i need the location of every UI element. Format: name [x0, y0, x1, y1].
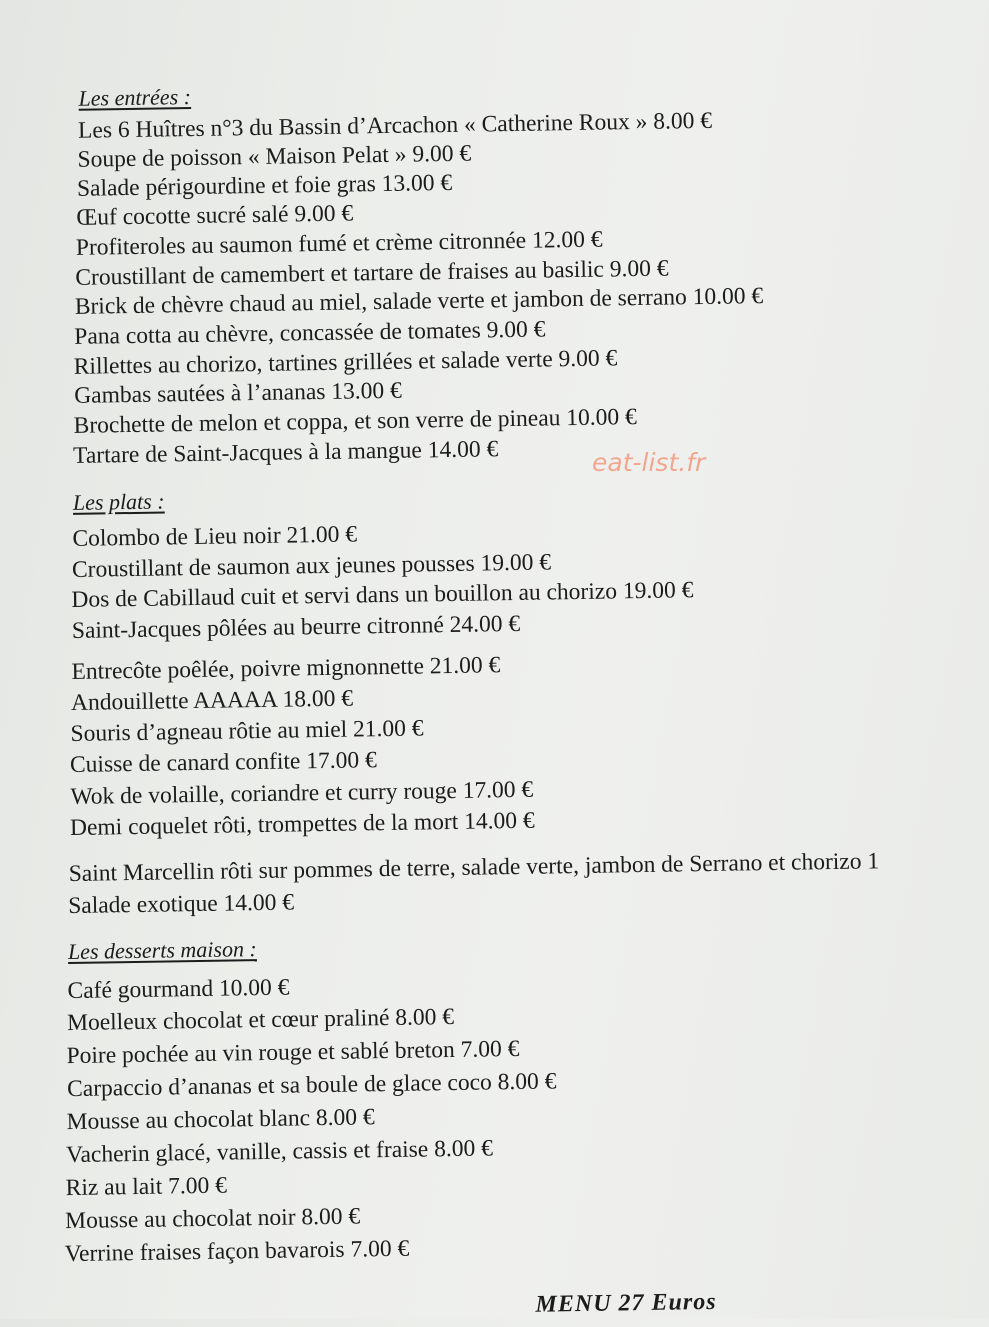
menu-price-heading: MENU 27 Euros	[535, 1288, 717, 1318]
menu-item: Gambas sautées à l’ananas 13.00 €	[74, 377, 402, 409]
menu-item: Café gourmand 10.00 €	[67, 974, 290, 1005]
section-title-desserts: Les desserts maison :	[67, 936, 257, 965]
menu-item: Pana cotta au chèvre, concassée de tomates 9.00 €	[74, 316, 546, 350]
menu-item: Carpaccio d’ananas et sa boule de glace coco 8.00 €	[66, 1068, 557, 1103]
menu-item: Soupe de poisson « Maison Pelat » 9.00 €	[77, 140, 472, 173]
menu-item: Wok de volaille, coriandre et curry rouge 17.00 €	[70, 776, 534, 810]
menu-item: Croustillant de camembert et tartare de fraises au basilic 9.00 €	[75, 255, 669, 291]
watermark: eat-list.fr	[592, 448, 706, 477]
menu-item: Verrine fraises façon bavarois 7.00 €	[64, 1235, 410, 1268]
section-title-entrees: Les entrées :	[78, 84, 192, 111]
menu-item: Souris d’agneau rôtie au miel 21.00 €	[70, 715, 424, 747]
menu-item: Les 6 Huîtres n°3 du Bassin d’Arcachon « Catherine Roux » 8.00 €	[77, 107, 713, 144]
menu-item: Œuf cocotte sucré salé 9.00 €	[76, 200, 354, 231]
menu-item: Saint-Jacques pôlées au beurre citronné 24.00 €	[71, 610, 521, 644]
section-title-plats: Les plats :	[72, 488, 165, 515]
menu-item: Dos de Cabillaud cuit et servi dans un bouillon au chorizo 19.00 €	[71, 577, 694, 613]
menu-item: Profiteroles au saumon fumé et crème citronnée 12.00 €	[75, 226, 603, 261]
menu-item: Andouillette AAAAA 18.00 €	[70, 685, 354, 716]
menu-item: Salade exotique 14.00 €	[68, 889, 295, 920]
menu-item: Brochette de melon et coppa, et son verre de pineau 10.00 €	[73, 404, 637, 439]
menu-item: Mousse au chocolat blanc 8.00 €	[66, 1104, 375, 1136]
menu-item: Croustillant de saumon aux jeunes pousses 19.00 €	[71, 549, 552, 583]
menu-item: Cuisse de canard confite 17.00 €	[69, 747, 377, 778]
menu-item: Brick de chèvre chaud au miel, salade verte et jambon de serrano 10.00 €	[74, 283, 764, 320]
menu-item: Colombo de Lieu noir 21.00 €	[72, 521, 358, 552]
menu-item: Demi coquelet rôti, trompettes de la mort 14.00 €	[69, 807, 535, 842]
menu-item: Entrecôte poêlée, poivre mignonnette 21.00 €	[71, 652, 501, 685]
menu-item: Saint Marcellin rôti sur pommes de terre, salade verte, jambon de Serrano et chorizo 1	[68, 848, 880, 888]
menu-item: Mousse au chocolat noir 8.00 €	[64, 1203, 361, 1235]
menu-item: Moelleux chocolat et cœur praliné 8.00 €	[66, 1003, 455, 1037]
menu-item: Vacherin glacé, vanille, cassis et fraise 8.00 €	[65, 1135, 494, 1169]
menu-item: Riz au lait 7.00 €	[65, 1172, 228, 1202]
menu-item: Rillettes au chorizo, tartines grillées et salade verte 9.00 €	[73, 345, 618, 380]
menu-item: Poire pochée au vin rouge et sablé breton 7.00 €	[66, 1035, 520, 1070]
menu-item: Salade périgourdine et foie gras 13.00 €	[76, 169, 453, 202]
menu-item: Tartare de Saint-Jacques à la mangue 14.00 €	[72, 436, 499, 469]
